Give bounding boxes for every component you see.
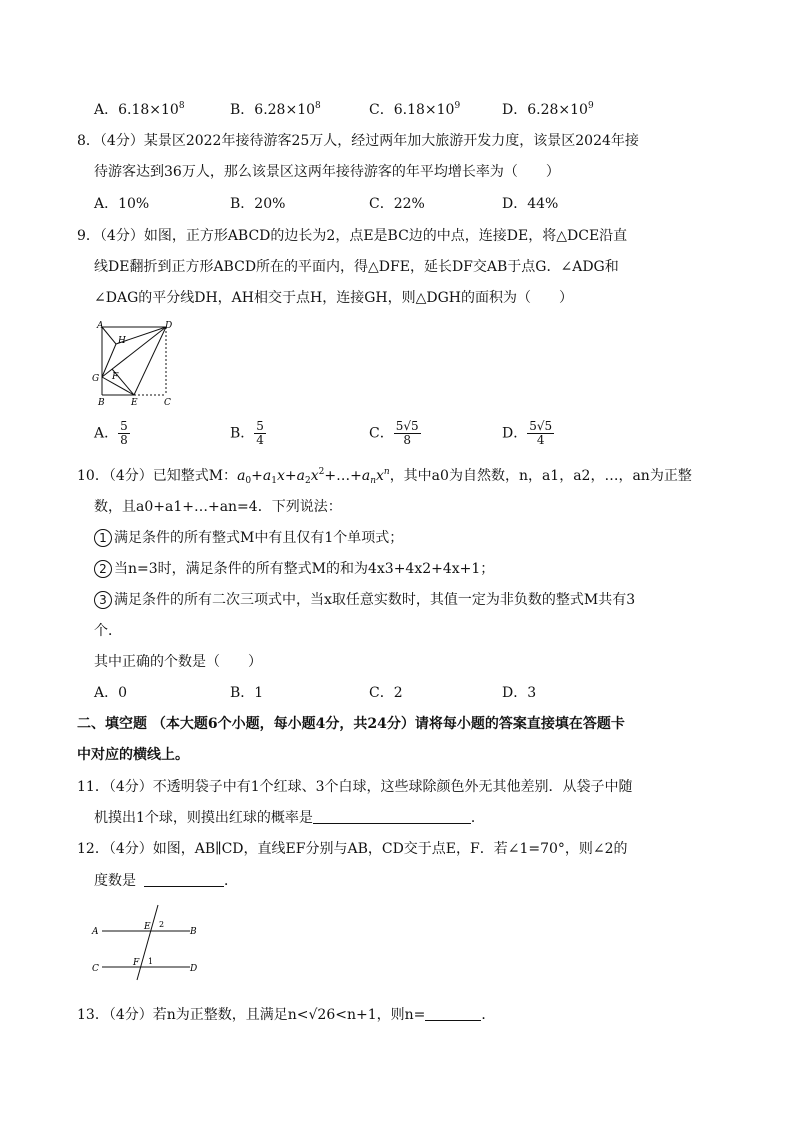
q7-option-c[interactable]: C．$6.18\times 10^9$ bbox=[369, 101, 461, 118]
section2-heading-line1: 二、填空题 （本大题6个小题，每小题4分，共24分）请将每小题的答案直接填在答题卡 bbox=[77, 716, 625, 732]
q8-stem-line2: 待游客达到36万人，那么该景区这两年接待游客的年平均增长率为（ ） bbox=[94, 164, 560, 180]
label-f: F bbox=[112, 372, 119, 382]
label-g: G bbox=[92, 374, 100, 384]
angle-2-label: 2 bbox=[159, 920, 165, 929]
q10-statement-3-cont: 个． bbox=[94, 623, 122, 639]
label-b: B bbox=[190, 927, 197, 937]
q9-stem-line3: ∠DAG的平分线DH，AH相交于点H，连接GH，则△DGH的面积为（ ） bbox=[94, 290, 573, 306]
q12-stem-line2: 度数是 ． bbox=[94, 873, 238, 889]
q8-option-b[interactable]: B．20% bbox=[230, 196, 286, 212]
q9-option-a[interactable]: A． $\frac{5}{8}$ bbox=[94, 419, 128, 447]
circled-2: 2 bbox=[94, 560, 112, 578]
q12-parallel-lines-figure bbox=[90, 900, 205, 982]
circled-3: 3 bbox=[94, 591, 112, 609]
q10-option-b[interactable]: B．1 bbox=[230, 685, 264, 701]
q7-option-b[interactable]: B．$6.28\times 10^8$ bbox=[230, 101, 321, 118]
answer-blank[interactable] bbox=[313, 809, 471, 824]
q9-option-c[interactable]: C． $\frac{5√5}{8}$ bbox=[369, 419, 419, 447]
q7-option-d[interactable]: D．$6.28\times 10^9$ bbox=[502, 101, 594, 118]
q13-stem: 13．（4分）若n为正整数，且满足n<√26<n+1，则n= ． bbox=[77, 1007, 496, 1023]
q8-option-c[interactable]: C．22% bbox=[369, 196, 425, 212]
fraction: $\frac{5}{8}$ bbox=[120, 419, 128, 447]
polynomial-expression: $a_0+a_1x+a_2x^2+\dots+a_nx^n$ bbox=[237, 467, 390, 486]
label-c: C bbox=[164, 398, 171, 408]
fraction: $\frac{5√5}{4}$ bbox=[529, 419, 553, 447]
label-a: A bbox=[92, 927, 99, 937]
q9-square-figure bbox=[88, 318, 180, 410]
q10-stem-line1: 10．（4分）已知整式M：$a_0+a_1x+a_2x^2+\dots+a_nx^n$，其中a0为自然数，n，a1，a2，…，an为正整 bbox=[77, 467, 692, 486]
q10-statement-1: 1 满足条件的所有整式M中有且仅有1个单项式； bbox=[94, 528, 403, 548]
label-e: E bbox=[144, 922, 151, 932]
line-ah bbox=[102, 327, 116, 344]
answer-blank[interactable] bbox=[425, 1006, 481, 1021]
q9-option-b[interactable]: B． $\frac{5}{4}$ bbox=[230, 419, 264, 447]
fraction: $\frac{5}{4}$ bbox=[256, 419, 264, 447]
q10-option-d[interactable]: D．3 bbox=[502, 685, 537, 701]
label-b: B bbox=[98, 398, 105, 408]
q7-option-a[interactable]: A．$6.18\times 10^8$ bbox=[94, 101, 185, 118]
angle-1-label: 1 bbox=[148, 957, 154, 966]
fraction: $\frac{5√5}{8}$ bbox=[395, 419, 419, 447]
line-ef bbox=[137, 905, 158, 980]
label-c: C bbox=[92, 964, 99, 974]
label-e: E bbox=[131, 398, 138, 408]
q10-option-c[interactable]: C．2 bbox=[369, 685, 403, 701]
q11-stem-line1: 11．（4分）不透明袋子中有1个红球、3个白球，这些球除颜色外无其他差别．从袋子中随 bbox=[77, 779, 633, 795]
q8-option-d[interactable]: D．44% bbox=[502, 196, 559, 212]
q12-stem-line1: 12．（4分）如图，AB∥CD，直线EF分别与AB，CD交于点E，F．若∠1=70°，则∠2的 bbox=[77, 841, 628, 857]
q11-stem-line2: 机摸出1个球，则摸出红球的概率是 ． bbox=[94, 810, 485, 826]
q10-statement-2: 2 当n=3时，满足条件的所有整式M的和为4x3+4x2+4x+1； bbox=[94, 559, 494, 579]
section2-heading-line2: 中对应的横线上。 bbox=[77, 747, 189, 763]
q10-statement-3: 3 满足条件的所有二次三项式中，当x取任意实数时，其值一定为非负数的整式M共有3 bbox=[94, 590, 635, 610]
answer-blank[interactable] bbox=[144, 872, 224, 887]
q10-stem-line2: 数，且a0+a1+…+an=4．下列说法： bbox=[94, 499, 342, 515]
label-d: D bbox=[165, 321, 173, 331]
q8-stem-line1: 8．（4分）某景区2022年接待游客25万人，经过两年加大旅游开发力度，该景区2024年接 bbox=[77, 133, 639, 149]
q9-stem-line1: 9．（4分）如图，正方形ABCD的边长为2，点E是BC边的中点，连接DE，将△DCE沿直 bbox=[77, 228, 628, 244]
circled-1: 1 bbox=[94, 529, 112, 547]
label-d: D bbox=[190, 964, 198, 974]
label-a: A bbox=[97, 321, 104, 331]
q9-option-d[interactable]: D． $\frac{5√5}{4}$ bbox=[502, 419, 553, 447]
line-dg bbox=[102, 327, 166, 377]
q8-option-a[interactable]: A．10% bbox=[94, 196, 150, 212]
label-f: F bbox=[133, 958, 140, 968]
label-h: H bbox=[118, 336, 126, 346]
q9-stem-line2: 线DE翻折到正方形ABCD所在的平面内，得△DFE，延长DF交AB于点G．∠ADG和 bbox=[94, 259, 619, 275]
line-de bbox=[134, 327, 166, 395]
q10-ask: 其中正确的个数是（ ） bbox=[94, 654, 262, 670]
q10-option-a[interactable]: A．0 bbox=[94, 685, 128, 701]
